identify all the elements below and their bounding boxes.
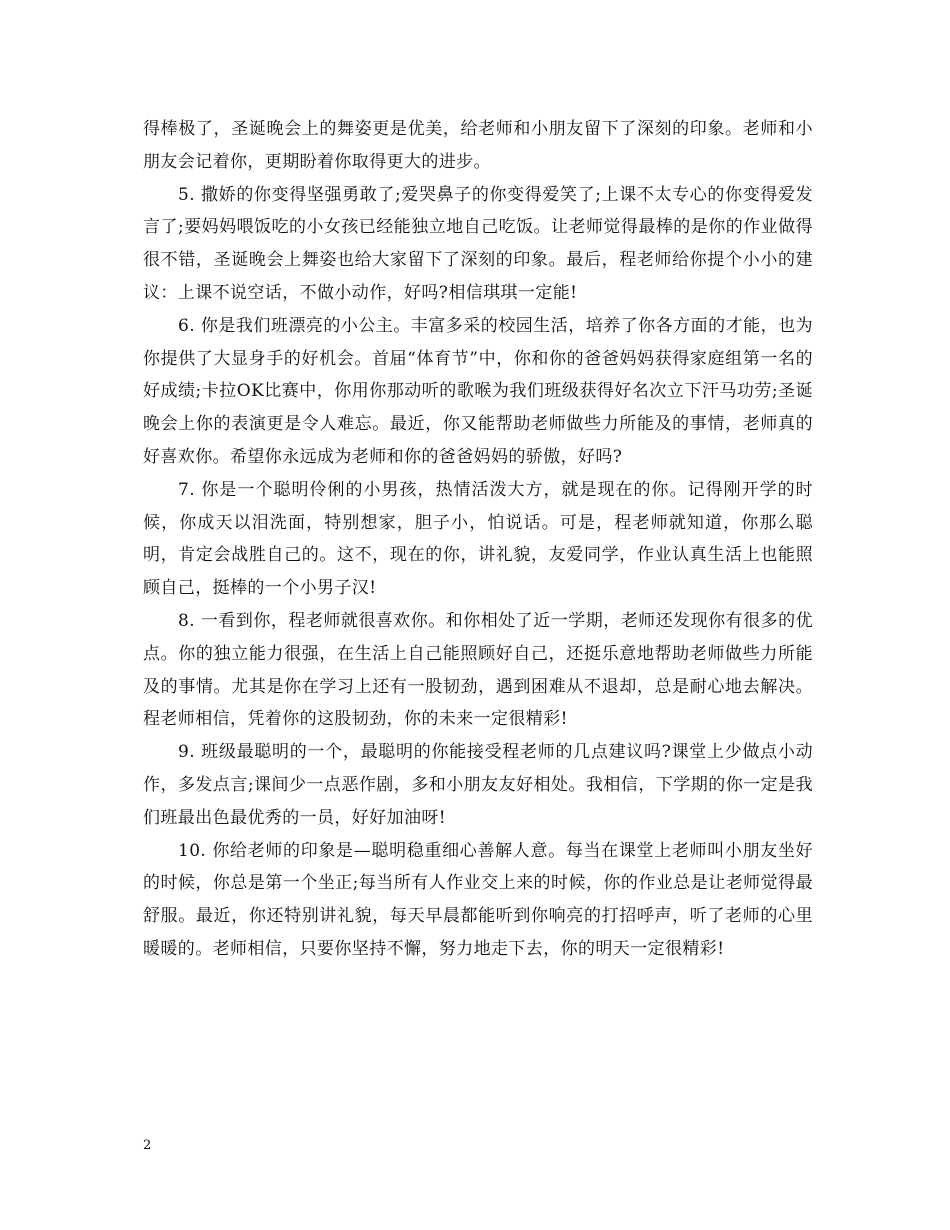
paragraph-item-10: 10. 你给老师的印象是—聪明稳重细心善解人意。每当在课堂上老师叫小朋友坐好的时候，你总是第一个坐正;每当所有人作业交上来的时候，你的作业总是让老师觉得最舒服。最近，你还特别讲礼貌，每天早晨都能听到你响亮的打招呼声，听了老师的心里暖暖的。老师相信，只要你坚持不懈，努力地走下去，你的明天一定很精彩! <box>143 840 813 959</box>
paragraph-continuation: 得棒极了，圣诞晚会上的舞姿更是优美，给老师和小朋友留下了深刻的印象。老师和小朋友会记着你，更期盼着你取得更大的进步。 <box>143 119 813 172</box>
paragraph-item-9: 9. 班级最聪明的一个，最聪明的你能接受程老师的几点建议吗?课堂上少做点小动作，多发点言;课间少一点恶作剧，多和小朋友友好相处。我相信，下学期的你一定是我们班最出色最优秀的一员，好好加油呀! <box>143 742 813 828</box>
paragraph-item-5: 5. 撒娇的你变得坚强勇敢了;爱哭鼻子的你变得爱笑了;上课不太专心的你变得爱发言了;要妈妈喂饭吃的小女孩已经能独立地自己吃饭。让老师觉得最棒的是你的作业做得很不错，圣诞晚会上舞姿也给大家留下了深刻的印象。最后，程老师给你提个小小的建议：上课不说空话，不做小动作，好吗?相信琪琪一定能! <box>143 184 813 303</box>
paragraph-item-8: 8. 一看到你，程老师就很喜欢你。和你相处了近一学期，老师还发现你有很多的优点。你的独立能力很强，在生活上自己能照顾好自己，还挺乐意地帮助老师做些力所能及的事情。尤其是你在学习上还有一股韧劲，遇到困难从不退却，总是耐心地去解决。程老师相信，凭着你的这股韧劲，你的未来一定很精彩! <box>143 610 813 730</box>
paragraph-item-6: 6. 你是我们班漂亮的小公主。丰富多采的校园生活，培养了你各方面的才能，也为你提供了大显身手的好机会。首届“体育节”中，你和你的爸爸妈妈获得家庭组第一名的好成绩;卡拉OK比赛中，你用你那动听的歌喉为我们班级获得好名次立下汗马功劳;圣诞晚会上你的表演更是令人难忘。最近，你又能帮助老师做些力所能及的事情，老师真的好喜欢你。希望你永远成为老师和你的爸爸妈妈的骄傲，好吗? <box>143 315 813 467</box>
page-number: 2 <box>143 1138 152 1153</box>
document-body <box>143 113 813 966</box>
paragraph-item-7: 7. 你是一个聪明伶俐的小男孩，热情活泼大方，就是现在的你。记得刚开学的时候，你成天以泪洗面，特别想家，胆子小，怕说话。可是，程老师就知道，你那么聪明，肯定会战胜自己的。这不，现在的你，讲礼貌，友爱同学，作业认真生活上也能照顾自己，挺棒的一个小男子汉! <box>143 479 813 599</box>
